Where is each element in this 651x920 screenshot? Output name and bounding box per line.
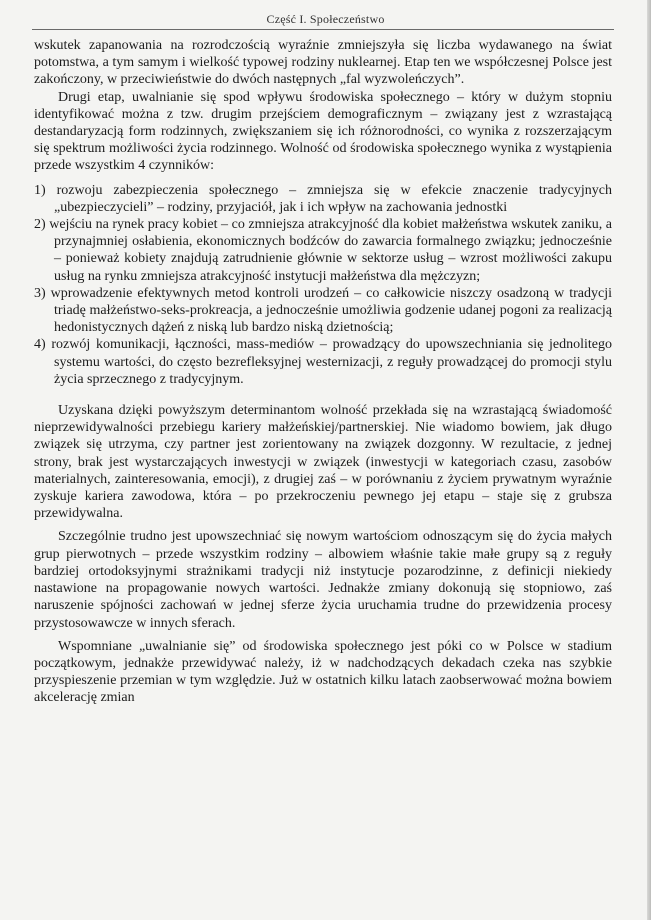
- page-edge-shadow: [647, 0, 651, 920]
- list-item: 3) wprowadzenie efektywnych metod kontroli urodzeń – co całkowicie niszczy osadzoną w tradycji triadę małżeństwo-seks-prokreacja, a jednocześnie umożliwia godzenie udanej pogoni za realizacją hedonistycznych dążeń z niską lub bardzo niską dzietnością;: [34, 285, 612, 336]
- paragraph: Drugi etap, uwalnianie się spod wpływu środowiska społecznego – który w dużym stopniu identyfikować można z tzw. drugim przejściem demograficznym – związany jest z wzrastającą destandaryzacją form rodzinnych, zwiększaniem się ich różnorodności, co wynika z rozszerzającym się spektrum możliwości życia rodzinnego. Wolność od środowiska społecznego wynika z wystąpienia przede wszystkim 4 czynników:: [34, 89, 612, 174]
- factor-list: [34, 182, 612, 388]
- list-item: 1) rozwoju zabezpieczenia społecznego – zmniejsza się w efekcie znaczenie tradycyjnych „ubezpieczycieli” – rodziny, przyjaciół, jak i ich wpływ na zachowania jednostki: [34, 182, 612, 215]
- paragraph: Wspomniane „uwalnianie się” od środowiska społecznego jest póki co w Polsce w stadium początkowym, jednakże przewidywać należy, iż w nadchodzących dekadach czeka nas szybkie przyspieszenie przemian w tym względzie. Już w ostatnich kilku latach zaobserwować można bowiem akcelerację zmian: [34, 638, 612, 706]
- list-item: 2) wejściu na rynek pracy kobiet – co zmniejsza atrakcyjność dla kobiet małżeństwa wskutek zaniku, a przynajmniej osłabienia, ekonomicznych bodźców do zawarcia formalnego związku; jednocześnie – ponieważ kobiety znajdują zatrudnienie głównie w sektorze usług – wzrost możliwości zakupu usług na rynku zmniejsza atrakcyjność instytucji małżeństwa dla mężczyzn;: [34, 217, 612, 284]
- paragraph: Szczególnie trudno jest upowszechniać się nowym wartościom odnoszącym się do życia małych grup pierwotnych – przede wszystkim rodziny – albowiem właśnie takie małe grupy są z reguły bardziej ortodoksyjnymi strażnikami tradycji niż instytucje pozarodzinne, z definicji niekiedy nastawione na propagowanie nowych wartości. Jednakże zmiany dokonują się stopniowo, zaś naruszenie spójności zachowań w jednej sferze życia uruchamia trudne do przewidzenia procesy przystosowawcze w innych sferach.: [34, 529, 612, 631]
- list-item: 4) rozwój komunikacji, łączności, mass-mediów – prowadzący do upowszechniania się jednolitego systemu wartości, do często bezrefleksyjnej westernizacji, z reguły prowadzącej do promocji stylu życia sprzecznego z tradycyjnym.: [34, 337, 612, 387]
- header-rule: [32, 29, 614, 30]
- page-body: [34, 37, 612, 707]
- running-header: Część I. Społeczeństwo: [266, 12, 385, 26]
- paragraph: Uzyskana dzięki powyższym determinantom wolność przekłada się na wzrastającą świadomość nieprzewidywalności przebiegu kariery małżeńskiej/partnerskiej. Nie wiadomo bowiem, jak długo związek się utrzyma, czy partner jest zorientowany na związek dozgonny. W rezultacie, z jednej strony, brak jest wystarczających inwestycji w związek (inwestycji w kategoriach czasu, zasobów materialnych, zainteresowania, emocji), z drugiej zaś – w porównaniu z życiem prywatnym wyraźnie zyskuje kariera zawodowa, która – po przekroczeniu pewnego jej etapu – staje się z grubsza przewidywalna.: [34, 403, 612, 522]
- paragraph: wskutek zapanowania na rozrodczością wyraźnie zmniejszyła się liczba wydawanego na świat potomstwa, a tym samym i wielkość typowej rodziny nuklearnej. Etap ten we współczesnej Polsce jest zakończony, w przeciwieństwie do dwóch następnych „fal wyzwoleńczych”.: [34, 38, 612, 88]
